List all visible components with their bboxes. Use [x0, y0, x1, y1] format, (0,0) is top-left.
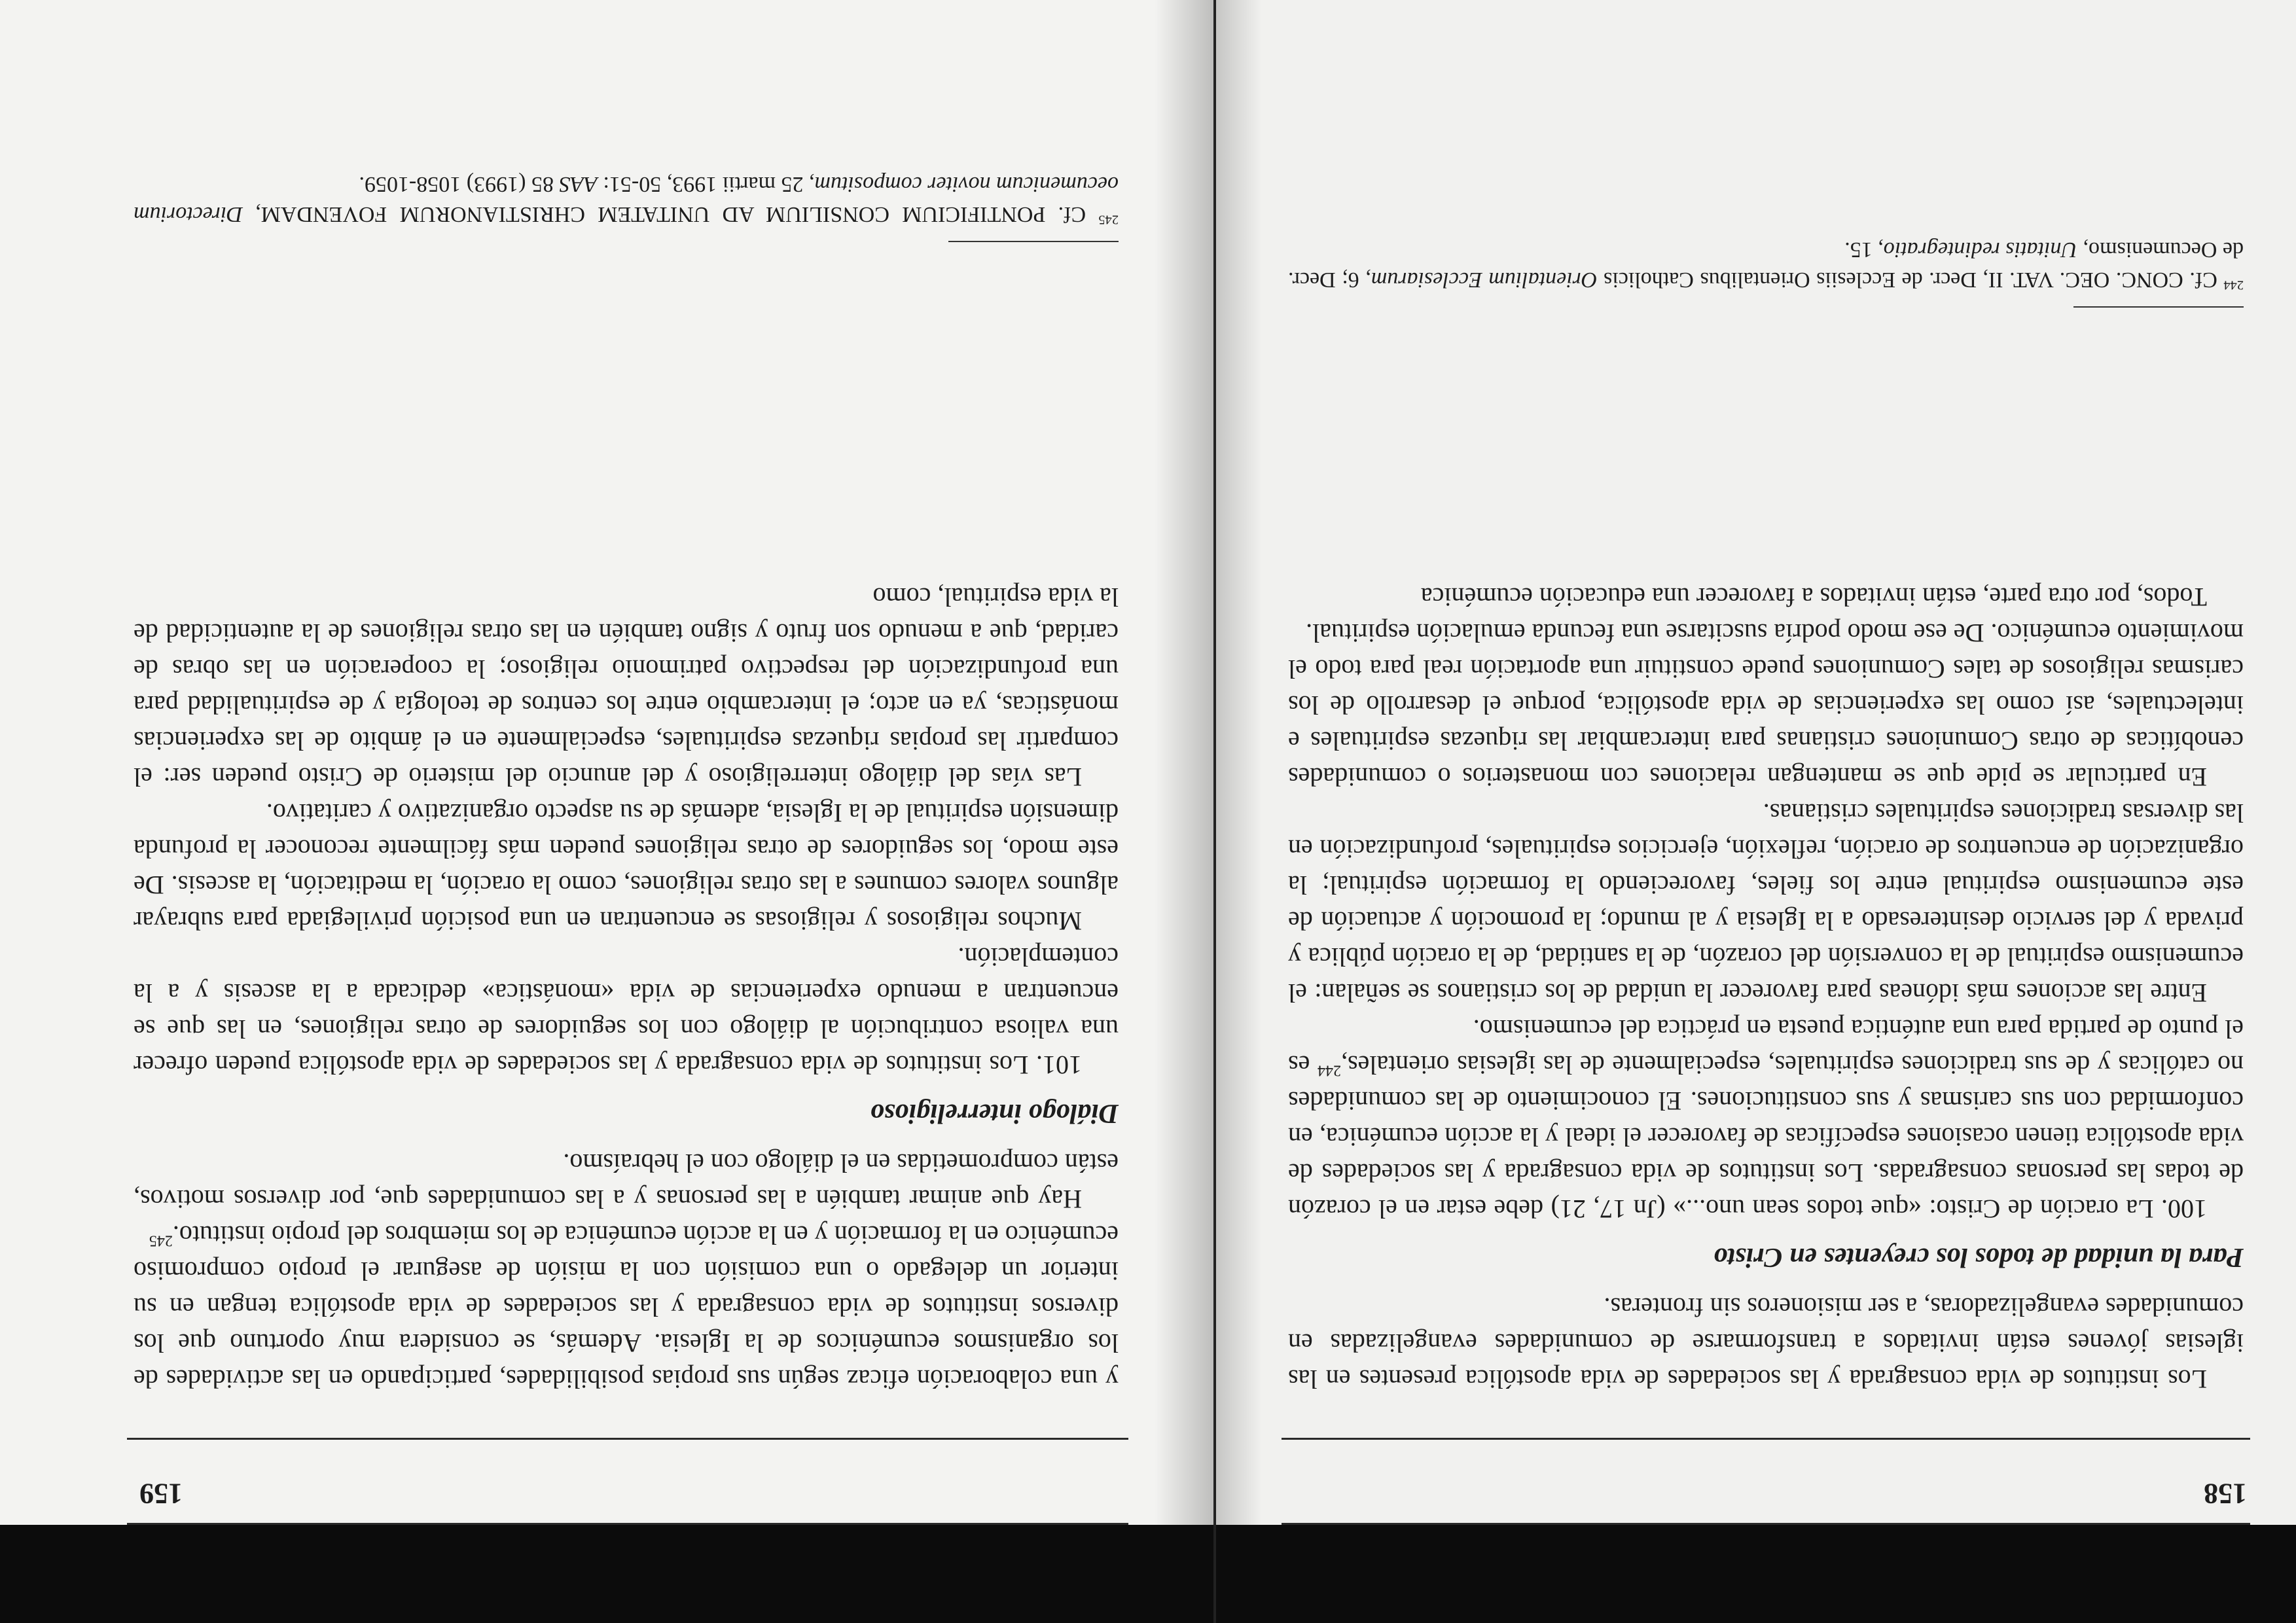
header-rule: [1282, 1438, 2250, 1440]
footnote-ref: 244: [1318, 1061, 1341, 1079]
section-heading: Diálogo interreligioso: [870, 1098, 1119, 1128]
text-column: [134, 579, 1119, 1397]
page-158: [1216, 0, 2296, 1525]
page-number: 159: [139, 1478, 183, 1510]
section-heading: Para la unidad de todos los creyentes en Cristo: [1713, 1242, 2244, 1272]
paragraph: Entre las acciones más idóneas para favorecer la unidad de los cristianos se señalan: el ecumenismo espiritual de la conversión del corazón, de la santidad, de la oración pública y privada y del servicio desinteresado a la Iglesia y al mundo; la promoción y actuación de este ecumenismo espiritual entre los fieles, favoreciendo la formación espiritual; la organización de encuentros de oración, reflexión, ejercicios espirituales, profundización en las diversas tradiciones espirituales cristianas.: [1288, 798, 2244, 1008]
spine: [1213, 0, 1216, 1623]
paragraph: 101. Los institutos de vida consagrada y las sociedades de vida apostólica pueden ofrecer una valiosa contribución al diálogo con los seguidores de otras religiones, en las que se encuentran a menudo experiencias de vida «monástica» dedicada a la ascesis y a la contemplación.: [134, 942, 1119, 1080]
footnote: $^{245}$ Cf. PONTIFICIUM CONSILIUM AD UNITATEM CHRISTIANORUM FOVENDAM, Directorium oecumenicum noviter compositum, 25 martii 1993, 50-51: AAS 85 (1993) 1058-1059.: [134, 172, 1119, 227]
paragraph: Las vías del diálogo interreligioso y del anuncio del misterio de Cristo pueden ser: el compartir las propias riquezas espirituales, especialmente en el ámbito de las experiencias monásticas, ya en acto; el intercambio entre los centros de teología y de espiritualidad para una profundización del respectivo patrimonio religioso; la cooperación en las obras de caridad, que a menudo son fruto y signo también en las otras religiones de la autenticidad de la vida espiritual, como: [134, 582, 1119, 792]
footnote: $^{244}$ Cf. CONC. OEC. VAT. II, Decr. de Ecclesiis Orientalibus Catholicis Orientalium Ecclesiarum, 6; Decr. de Oecumenismo, Unitatis redintegratio, 15.: [1288, 238, 2244, 293]
paragraph: 100. La oración de Cristo: «que todos sean uno...» (Jn 17, 21) debe estar en el corazón de todas las personas consagradas. Los institutos de vida consagrada y las sociedades de vida apostólica tienen ocasiones específicas de favorecer el ideal y la acción ecuménica, en conformidad con sus carismas y sus constituciones. El conocimiento de las comunidades no católicas y de sus tradiciones espirituales, especialmente de las iglesias orientales,$^{244}$ es el punto de partida para una auténtica puesta en práctica del ecumenismo.: [1288, 1014, 2244, 1224]
gutter-shadow: [1216, 0, 1262, 1525]
footnote-rule: [2073, 306, 2244, 308]
text-column: [1288, 579, 2244, 1397]
gutter-shadow: [1155, 0, 1213, 1525]
paragraph: Hay que animar también a las personas y a las comunidades que, por diversos motivos, están comprometidas en el diálogo con el hebraísmo.: [134, 1149, 1119, 1214]
top-rule: [127, 1523, 1128, 1525]
header-rule: [127, 1438, 1128, 1440]
page-number: 158: [2204, 1478, 2247, 1510]
footnote-ref: 245: [149, 1232, 173, 1249]
paragraph: En particular se pide que se mantengan relaciones con monasterios o comunidades cenobíticas de otras Comuniones cristianas para intercambiar las riquezas espirituales e intelectuales, así como las experiencias de vida apostólica, porque el desarrollo de los carismas religiosos de tales Comuniones puede constituir una aportación real para todo el movimiento ecuménico. De ese modo podría suscitarse una fecunda emulación espiritual.: [1288, 618, 2244, 792]
paragraph: y una colaboración eficaz según sus propias posibilidades, participando en las actividades de los organismos ecuménicos de la Iglesia. Además, se considera muy oportuno que los diversos institutos de vida consagrada y las sociedades de vida apostólica tengan en su interior un delegado o una comisión con la misión de asegurar el propio compromiso ecuménico en la formación y en la acción ecuménica de los miembros del propio instituto.$^{245}$: [134, 1221, 1119, 1394]
page-159: [0, 0, 1213, 1525]
top-rule: [1282, 1523, 2250, 1525]
footnote-rule: [948, 241, 1119, 242]
paragraph: Los institutos de vida consagrada y las sociedades de vida apostólica presentes en las iglesias jóvenes están invitados a transformarse de comunidades evangelizadas en comunidades evangelizadoras, a ser misioneros sin fronteras.: [1288, 1293, 2244, 1394]
paragraph: Muchos religiosos y religiosas se encuentran en una posición privilegiada para subrayar algunos valores comunes a las otras religiones, como la oración, la meditación, la ascesis. De este modo, los seguidores de otras religiones pueden más fácilmente reconocer la profunda dimensión espiritual de la Iglesia, además de su aspecto organizativo y caritativo.: [134, 798, 1119, 936]
paragraph: Todos, por otra parte, están invitados a favorecer una educación ecuménica: [1420, 582, 2207, 612]
